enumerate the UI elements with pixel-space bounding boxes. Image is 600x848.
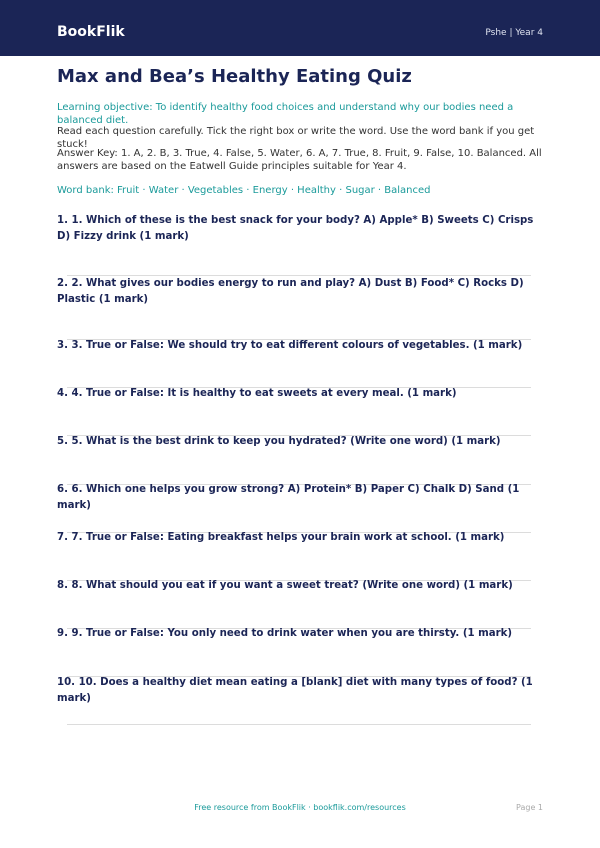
question-5: 5. 5. What is the best drink to keep you hydrated? (Write one word) (1 mark): [57, 436, 501, 447]
question-3: 3. 3. True or False: We should try to eat different colours of vegetables. (1 mark): [57, 340, 523, 351]
question-2: 2. 2. What gives our bodies energy to run and play? A) Dust B) Food* C) Rocks D) Plastic (1 mark): [57, 278, 524, 305]
word-bank: Word bank: Fruit · Water · Vegetables · Energy · Healthy · Sugar · Balanced: [57, 185, 431, 196]
question-7: 7. 7. True or False: Eating breakfast helps your brain work at school. (1 mark): [57, 532, 505, 543]
question-9: 9. 9. True or False: You only need to drink water when you are thirsty. (1 mark): [57, 628, 513, 639]
instructions-text: Read each question carefully. Tick the right box or write the word. Use the word bank if you get stuck!: [57, 126, 535, 150]
page-number: Page 1: [516, 803, 543, 812]
page-header: [0, 0, 600, 56]
page-title: Max and Bea’s Healthy Eating Quiz: [57, 66, 412, 87]
question-1: 1. 1. Which of these is the best snack for your body? A) Apple* B) Sweets C) Crisps D) Fizzy drink (1 mark): [57, 215, 534, 242]
question-6: 6. 6. Which one helps you grow strong? A) Protein* B) Paper C) Chalk D) Sand (1 mark): [57, 484, 520, 511]
footer-resource-text: Free resource from BookFlik · bookflik.com/resources: [194, 803, 406, 812]
question-10: 10. 10. Does a healthy diet mean eating a [blank] diet with many types of food? (1 mark): [57, 677, 533, 704]
learning-objective: Learning objective: To identify healthy food choices and understand why our bodies need a balanced diet.: [57, 102, 514, 126]
subject-year-label: Pshe | Year 4: [485, 28, 543, 38]
answer-line[interactable]: [67, 724, 531, 725]
brand-logo-text: BookFlik: [57, 24, 125, 40]
question-8: 8. 8. What should you eat if you want a sweet treat? (Write one word) (1 mark): [57, 580, 513, 591]
answer-key-text: Answer Key: 1. A, 2. B, 3. True, 4. False, 5. Water, 6. A, 7. True, 8. Fruit, 9. False, 10. Balanced. All answers are based on the Eatwell Guide principles suitable for Year 4.: [57, 148, 542, 172]
question-4: 4. 4. True or False: It is healthy to eat sweets at every meal. (1 mark): [57, 388, 457, 399]
